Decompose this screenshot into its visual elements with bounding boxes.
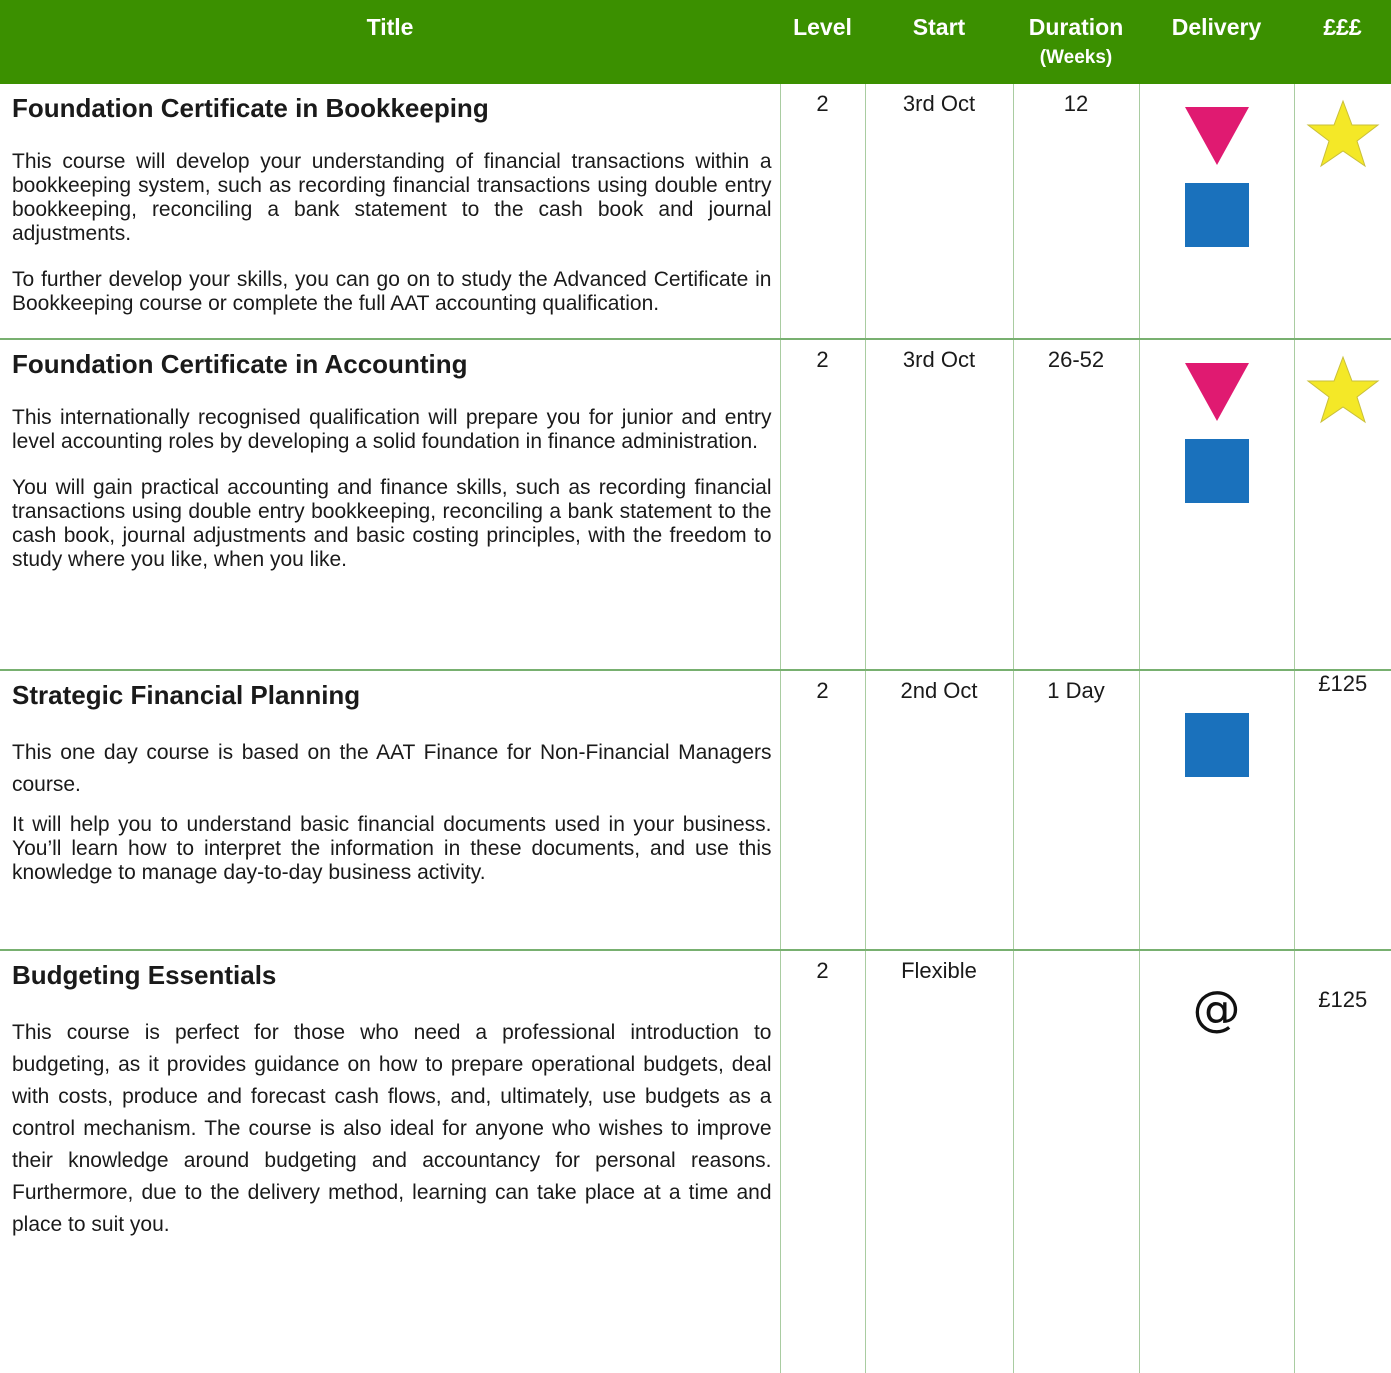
header-start: Start (865, 0, 1013, 84)
header-title: Title (0, 0, 780, 84)
course-title-cell (0, 670, 780, 950)
course-title: Strategic Financial Planning (12, 680, 361, 711)
course-row (0, 950, 1391, 1373)
course-title-cell (0, 950, 780, 1373)
course-delivery (1139, 670, 1294, 950)
course-description: To further develop your skills, you can go on to study the Advanced Certificate in Bookkeeping course or complete the full AAT accounting qualification. (12, 268, 772, 316)
header-row (0, 0, 1391, 84)
course-description: It will help you to understand basic financial documents used in your business. You’ll learn how to interpret the information in these documents, and use this knowledge to manage day-to-day business activity. (12, 813, 772, 885)
header-duration (1013, 0, 1139, 84)
course-delivery (1139, 950, 1294, 1373)
course-level: 2 (780, 339, 865, 670)
course-price: £125 (1294, 670, 1391, 950)
course-start: 3rd Oct (865, 84, 1013, 339)
course-title-cell (0, 339, 780, 670)
course-title: Foundation Certificate in Accounting (12, 349, 468, 380)
triangle-icon (1185, 107, 1249, 165)
course-start: 3rd Oct (865, 339, 1013, 670)
course-price (1294, 84, 1391, 339)
course-duration (1013, 950, 1139, 1373)
course-delivery (1139, 84, 1294, 339)
course-level: 2 (780, 84, 865, 339)
header-price: £££ (1294, 0, 1391, 84)
course-description: This course is perfect for those who need a professional introduction to budgeting, as it provides guidance on how to prepare operational budgets, deal with costs, produce and forecast cash flows, and, ultimately, use budgets as a control mechanism. The course is also ideal for anyone who wishes to improve their knowledge around budgeting and accountancy for personal reasons. Furthermore, due to the delivery method, learning can take place at a time and place to suit you. (12, 1021, 772, 1237)
square-icon (1185, 713, 1249, 777)
course-title: Budgeting Essentials (12, 960, 277, 991)
star-icon (1306, 355, 1380, 425)
star-icon (1306, 99, 1380, 169)
course-duration: 26-52 (1013, 339, 1139, 670)
course-title: Foundation Certificate in Bookkeeping (12, 93, 489, 123)
course-duration: 1 Day (1013, 670, 1139, 950)
course-price: £125 (1294, 950, 1391, 1373)
course-price (1294, 339, 1391, 670)
course-row (0, 339, 1391, 670)
course-description: This course will develop your understanding of financial transactions within a bookkeeping system, such as recording financial transactions using double entry bookkeeping, reconciling a bank statement to the cash book and journal adjustments. (12, 150, 772, 246)
course-duration: 12 (1013, 84, 1139, 339)
course-level: 2 (780, 950, 865, 1373)
header-delivery: Delivery (1139, 0, 1294, 84)
course-description: This internationally recognised qualification will prepare you for junior and entry level accounting roles by developing a solid foundation in finance administration. (12, 406, 772, 454)
header-duration-unit: (Weeks) (1039, 47, 1113, 68)
course-row (0, 670, 1391, 950)
at-icon: @ (1192, 981, 1241, 1038)
course-level: 2 (780, 670, 865, 950)
course-row (0, 84, 1391, 339)
course-delivery (1139, 339, 1294, 670)
triangle-icon (1185, 363, 1249, 421)
square-icon (1185, 439, 1249, 503)
header-level: Level (780, 0, 865, 84)
course-description: You will gain practical accounting and finance skills, such as recording financial transactions using double entry bookkeeping, reconciling a bank statement to the cash book, journal adjustments and basic costing principles, with the freedom to study where you like, when you like. (12, 476, 772, 572)
course-start: Flexible (865, 950, 1013, 1373)
header-duration-label: Duration (1028, 14, 1124, 40)
course-title-cell (0, 84, 780, 339)
course-start: 2nd Oct (865, 670, 1013, 950)
square-icon (1185, 183, 1249, 247)
course-description: This one day course is based on the AAT Finance for Non-Financial Managers course. (12, 741, 772, 797)
